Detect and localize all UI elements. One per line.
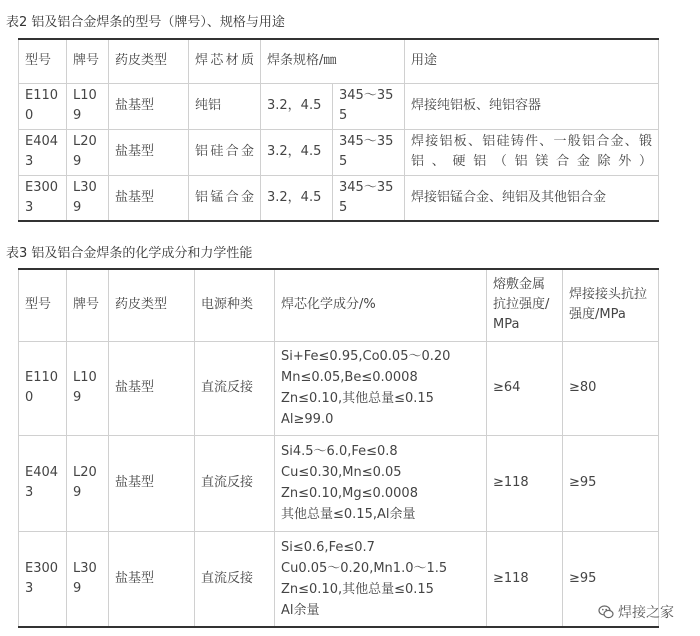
header-cell: 焊芯材质 [189, 39, 261, 83]
table-cell: 3.2，4.5 [261, 129, 333, 175]
table-cell: E4043 [19, 435, 67, 531]
header-cell: 药皮类型 [109, 269, 195, 341]
header-cell: 牌号 [67, 39, 109, 83]
table2-caption: 表2 铝及铝合金焊条的型号（牌号）、规格与用途 [6, 15, 285, 30]
header-cell: 药皮类型 [109, 39, 189, 83]
header-cell: 用途 [405, 39, 659, 83]
table-cell: L309 [67, 531, 109, 627]
table-cell: 铝硅合金 [189, 129, 261, 175]
table-cell: 盐基型 [109, 83, 189, 129]
table-cell: 直流反接 [195, 341, 275, 435]
chem-cell [275, 341, 487, 435]
table-cell: 焊接纯铝板、纯铝容器 [405, 83, 659, 129]
table-row [19, 531, 659, 627]
table-cell: ≥95 [563, 531, 659, 627]
table-cell: E1100 [19, 341, 67, 435]
chem-line: Si4.5～6.0,Fe≤0.8 [281, 444, 398, 459]
header-cell: 焊接接头抗拉强度/MPa [563, 269, 659, 341]
table-cell: E3003 [19, 531, 67, 627]
table-cell: 345～355 [333, 129, 405, 175]
chem-line: Al余量 [281, 602, 320, 618]
header-cell: 焊条规格/㎜ [261, 39, 405, 83]
table-cell: 盐基型 [109, 531, 195, 627]
table-row [19, 83, 659, 129]
table-row [19, 129, 659, 175]
chem-line: Si+Fe≤0.95,Co0.05～0.20 [281, 349, 451, 364]
table-cell: 盐基型 [109, 129, 189, 175]
table-cell: ≥64 [487, 341, 563, 435]
table-cell: ≥118 [487, 531, 563, 627]
header-cell: 熔敷金属抗拉强度/MPa [487, 269, 563, 341]
chem-cell [275, 435, 487, 531]
table-cell: E1100 [19, 83, 67, 129]
table-cell: 3.2，4.5 [261, 175, 333, 221]
table-cell: 直流反接 [195, 531, 275, 627]
table-cell: 3.2，4.5 [261, 83, 333, 129]
table-cell: L109 [67, 83, 109, 129]
table-cell: 焊接铝锰合金、纯铝及其他铝合金 [405, 175, 659, 221]
table2 [18, 38, 659, 222]
table-cell: ≥80 [563, 341, 659, 435]
watermark [598, 602, 674, 622]
table-cell: 345～355 [333, 83, 405, 129]
watermark-text: 焊接之家 [618, 605, 674, 621]
header-cell: 型号 [19, 39, 67, 83]
table-cell: L109 [67, 341, 109, 435]
table-cell: 直流反接 [195, 435, 275, 531]
table-cell: 盐基型 [109, 175, 189, 221]
header-cell: 焊芯化学成分/% [275, 269, 487, 341]
chem-line: Cu0.05～0.20,Mn1.0～1.5 [281, 560, 448, 576]
table-cell: 盐基型 [109, 341, 195, 435]
wechat-icon [598, 604, 614, 620]
table3-header-row [19, 269, 659, 341]
table-cell: E4043 [19, 129, 67, 175]
table-cell: L209 [67, 129, 109, 175]
table-cell: 铝锰合金 [189, 175, 261, 221]
chem-line: Zn≤0.10,Mg≤0.0008 [281, 486, 418, 501]
chem-line: Mn≤0.05,Be≤0.0008 [281, 370, 418, 385]
table-cell: L309 [67, 175, 109, 221]
chem-cell [275, 531, 487, 627]
chem-line: Zn≤0.10,其他总量≤0.15 [281, 391, 434, 406]
header-cell: 型号 [19, 269, 67, 341]
table-cell: 盐基型 [109, 435, 195, 531]
table-row [19, 435, 659, 531]
chem-line: Cu≤0.30,Mn≤0.05 [281, 465, 402, 480]
chem-line: Zn≤0.10,其他总量≤0.15 [281, 581, 434, 597]
table-cell: 345～355 [333, 175, 405, 221]
table2-header-row [19, 39, 659, 83]
table3 [18, 268, 659, 628]
table-cell: ≥95 [563, 435, 659, 531]
header-cell: 牌号 [67, 269, 109, 341]
header-cell: 电源种类 [195, 269, 275, 341]
chem-line: Al≥99.0 [281, 412, 334, 427]
table-cell: 焊接铝板、铝硅铸件、一般铝合金、锻铝、硬铝（铝镁合金除外） [405, 129, 659, 175]
table-cell: 纯铝 [189, 83, 261, 129]
chem-line: Si≤0.6,Fe≤0.7 [281, 539, 375, 555]
table-row [19, 175, 659, 221]
chem-line: 其他总量≤0.15,Al余量 [281, 507, 416, 522]
table-cell: L209 [67, 435, 109, 531]
table-row [19, 341, 659, 435]
table3-caption: 表3 铝及铝合金焊条的化学成分和力学性能 [6, 246, 253, 261]
table-cell: E3003 [19, 175, 67, 221]
table-cell: ≥118 [487, 435, 563, 531]
